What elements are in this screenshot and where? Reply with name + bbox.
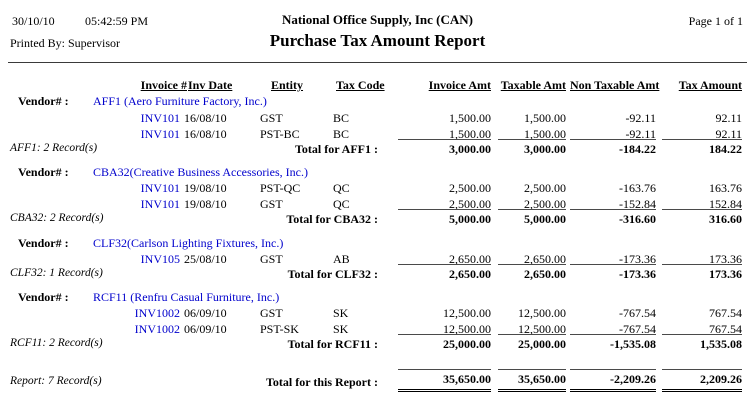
non-taxable-amt: -767.54 <box>619 322 656 336</box>
invoice-number: INV101 <box>140 127 180 141</box>
record-count: CBA32: 2 Record(s) <box>10 212 104 224</box>
report-invoice-amt: 35,650.00 <box>398 369 491 392</box>
invoice-amt: 12,500.00 <box>443 306 491 320</box>
total-taxable-amt: 2,650.00 <box>498 264 566 282</box>
vendor-header-row <box>0 236 755 252</box>
total-taxable-amt: 25,000.00 <box>498 334 566 352</box>
total-taxable-amt: 3,000.00 <box>498 139 566 157</box>
vendor-total-row <box>0 267 755 283</box>
total-tax-amount: 1,535.08 <box>662 334 742 352</box>
vendor-label: Vendor# : <box>18 236 69 250</box>
col-tax-amount: Tax Amount <box>678 78 742 92</box>
invoice-number: INV105 <box>140 252 180 266</box>
tax-code: AB <box>333 252 350 266</box>
col-invoice-num: Invoice # <box>140 78 187 92</box>
total-tax-amount: 173.36 <box>662 264 742 282</box>
vendor-header-row <box>0 290 755 306</box>
vendor-name: AFF1 (Aero Furniture Factory, Inc.) <box>93 94 267 108</box>
col-tax-code: Tax Code <box>336 78 385 92</box>
tax-amount: 152.84 <box>709 197 742 211</box>
invoice-amt: 12,500.00 <box>443 322 491 336</box>
taxable-amt: 12,500.00 <box>518 322 566 336</box>
invoice-date: 06/09/10 <box>184 306 227 320</box>
total-non-taxable-amt: -316.60 <box>570 209 656 227</box>
report-non-taxable-amt: -2,209.26 <box>570 369 656 392</box>
vendor-total-row <box>0 142 755 158</box>
report-title: Purchase Tax Amount Report <box>269 31 486 50</box>
tax-code: QC <box>333 181 350 195</box>
record-count: CLF32: 1 Record(s) <box>10 267 103 279</box>
tax-code: SK <box>333 306 349 320</box>
entity: PST-QC <box>260 181 301 195</box>
invoice-date: 19/08/10 <box>184 181 227 195</box>
invoice-number: INV101 <box>140 111 180 125</box>
col-non-taxable-amt: Non Taxable Amt <box>570 78 660 92</box>
report-date: 30/10/10 <box>12 14 55 28</box>
record-count: AFF1: 2 Record(s) <box>10 142 98 154</box>
tax-amount: 767.54 <box>709 306 742 320</box>
invoice-amt: 1,500.00 <box>449 127 491 141</box>
invoice-amt: 2,650.00 <box>449 252 491 266</box>
total-invoice-amt: 5,000.00 <box>398 209 491 227</box>
total-non-taxable-amt: -173.36 <box>570 264 656 282</box>
total-non-taxable-amt: -184.22 <box>570 139 656 157</box>
entity: GST <box>260 197 283 211</box>
non-taxable-amt: -163.76 <box>619 181 656 195</box>
total-tax-amount: 184.22 <box>662 139 742 157</box>
col-taxable-amt: Taxable Amt <box>500 78 566 92</box>
report-total-row <box>0 372 755 396</box>
non-taxable-amt: -767.54 <box>619 306 656 320</box>
vendor-total-row <box>0 212 755 228</box>
taxable-amt: 2,500.00 <box>524 197 566 211</box>
company-name: National Office Supply, Inc (CAN) <box>281 12 474 27</box>
taxable-amt: 2,650.00 <box>524 252 566 266</box>
tax-amount: 767.54 <box>709 322 742 336</box>
entity: GST <box>260 252 283 266</box>
printed-by: Printed By: Supervisor <box>10 36 120 50</box>
invoice-amt: 2,500.00 <box>449 181 491 195</box>
total-label: Total for CBA32 : <box>286 212 378 226</box>
invoice-date: 16/08/10 <box>184 127 227 141</box>
invoice-date: 06/09/10 <box>184 322 227 336</box>
total-label: Total for CLF32 : <box>287 267 378 281</box>
tax-amount: 92.11 <box>715 127 742 141</box>
vendor-header-row <box>0 165 755 181</box>
report-time: 05:42:59 PM <box>85 14 149 28</box>
total-invoice-amt: 3,000.00 <box>398 139 491 157</box>
taxable-amt: 1,500.00 <box>524 111 566 125</box>
col-entity: Entity <box>271 78 304 92</box>
vendor-name: RCF11 (Renfru Casual Furniture, Inc.) <box>93 290 280 304</box>
invoice-date: 25/08/10 <box>184 252 227 266</box>
invoice-number: INV1002 <box>134 306 180 320</box>
invoice-amt: 2,500.00 <box>449 197 491 211</box>
total-invoice-amt: 2,650.00 <box>398 264 491 282</box>
taxable-amt: 12,500.00 <box>518 306 566 320</box>
tax-amount: 173.36 <box>709 252 742 266</box>
invoice-amt: 1,500.00 <box>449 111 491 125</box>
entity: GST <box>260 111 283 125</box>
tax-amount: 163.76 <box>709 181 742 195</box>
tax-code: BC <box>333 127 350 141</box>
report-taxable-amt: 35,650.00 <box>498 369 566 392</box>
invoice-date: 16/08/10 <box>184 111 227 125</box>
table-row <box>0 306 755 322</box>
report-tax-amount: 2,209.26 <box>662 369 742 392</box>
total-tax-amount: 316.60 <box>662 209 742 227</box>
total-label: Total for AFF1 : <box>295 142 378 156</box>
header-divider <box>8 62 747 63</box>
total-non-taxable-amt: -1,535.08 <box>570 334 656 352</box>
taxable-amt: 2,500.00 <box>524 181 566 195</box>
vendor-name: CBA32(Creative Business Accessories, Inc.) <box>93 165 308 179</box>
vendor-label: Vendor# : <box>18 165 69 179</box>
vendor-label: Vendor# : <box>18 94 69 108</box>
entity: GST <box>260 306 283 320</box>
col-invoice-amt: Invoice Amt <box>428 78 491 92</box>
tax-code: SK <box>333 322 349 336</box>
tax-code: BC <box>333 111 350 125</box>
record-count: Report: 7 Record(s) <box>10 375 102 387</box>
entity: PST-BC <box>260 127 300 141</box>
col-inv-date: Inv Date <box>188 78 233 92</box>
tax-amount: 92.11 <box>715 111 742 125</box>
non-taxable-amt: -92.11 <box>625 111 656 125</box>
report-total-label: Total for this Report : <box>266 375 378 389</box>
invoice-number: INV101 <box>140 181 180 195</box>
column-header-row <box>0 78 755 94</box>
non-taxable-amt: -173.36 <box>619 252 656 266</box>
table-row <box>0 111 755 127</box>
invoice-number: INV101 <box>140 197 180 211</box>
total-invoice-amt: 25,000.00 <box>398 334 491 352</box>
page-number: Page 1 of 1 <box>688 14 743 28</box>
table-row <box>0 181 755 197</box>
vendor-header-row <box>0 94 755 110</box>
tax-code: QC <box>333 197 350 211</box>
total-label: Total for RCF11 : <box>287 337 378 351</box>
non-taxable-amt: -92.11 <box>625 127 656 141</box>
entity: PST-SK <box>260 322 299 336</box>
invoice-date: 19/08/10 <box>184 197 227 211</box>
taxable-amt: 1,500.00 <box>524 127 566 141</box>
invoice-number: INV1002 <box>134 322 180 336</box>
record-count: RCF11: 2 Record(s) <box>10 337 103 349</box>
vendor-name: CLF32(Carlson Lighting Fixtures, Inc.) <box>93 236 284 250</box>
vendor-label: Vendor# : <box>18 290 69 304</box>
total-taxable-amt: 5,000.00 <box>498 209 566 227</box>
non-taxable-amt: -152.84 <box>619 197 656 211</box>
vendor-total-row <box>0 337 755 353</box>
